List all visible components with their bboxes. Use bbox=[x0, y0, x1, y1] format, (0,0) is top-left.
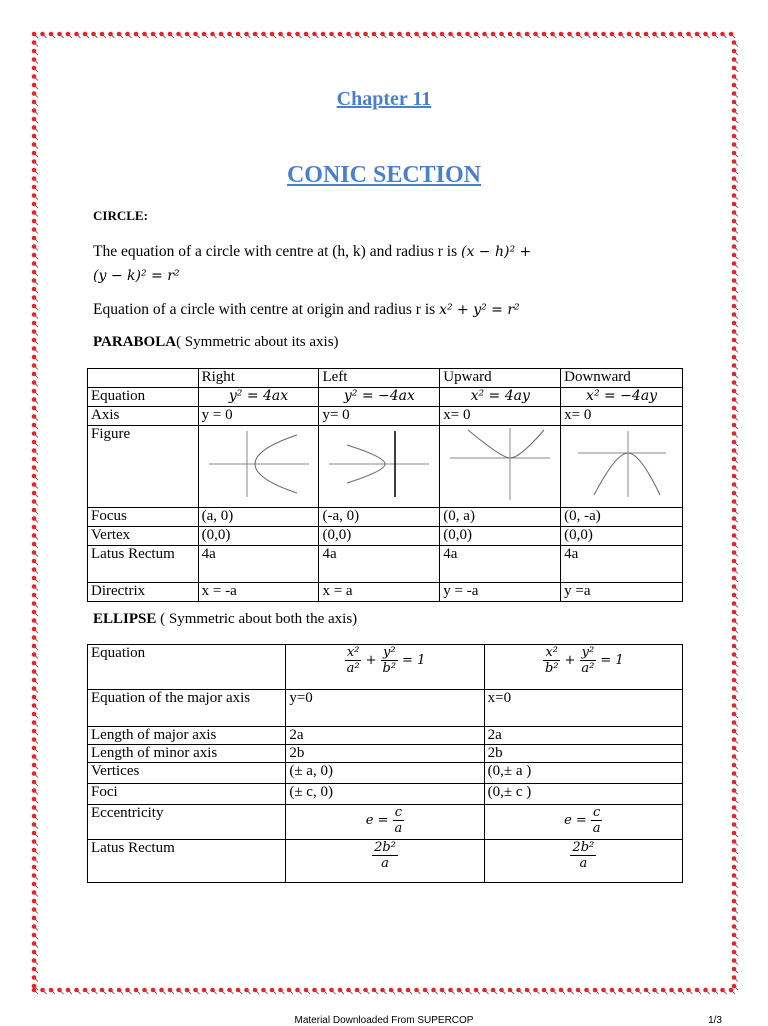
table-cell: y =a bbox=[561, 583, 683, 602]
denominator: a bbox=[579, 856, 588, 871]
parabola-left-figure bbox=[319, 426, 440, 508]
circle-line1-text: The equation of a circle with centre at (h, k) and radius r is bbox=[93, 243, 458, 260]
ellipse-heading-rest: ( Symmetric about both the axis) bbox=[156, 611, 358, 627]
page-number: 1/3 bbox=[708, 1015, 722, 1026]
table-cell: x= 0 bbox=[440, 407, 561, 426]
table-row bbox=[88, 690, 683, 727]
fraction bbox=[591, 805, 603, 836]
ellipse-heading-bold: ELLIPSE bbox=[93, 611, 157, 627]
table-cell: (-a, 0) bbox=[319, 508, 440, 527]
parabola-right-figure bbox=[198, 426, 319, 508]
parabola-table bbox=[87, 368, 683, 602]
table-cell: 2a bbox=[484, 727, 682, 745]
table-cell: (0,± c ) bbox=[484, 784, 682, 805]
circle-line1-math-b: (y − k)² = r² bbox=[93, 268, 180, 284]
section-title: CONIC SECTION bbox=[286, 162, 482, 188]
table-cell: (± c, 0) bbox=[286, 784, 484, 805]
parabola-heading-rest: ( Symmetric about its axis) bbox=[176, 334, 339, 350]
chapter-title: Chapter 11 bbox=[336, 88, 432, 110]
parabola-left-icon bbox=[329, 429, 429, 499]
table-cell: (a, 0) bbox=[198, 508, 319, 527]
row-label: Foci bbox=[88, 784, 286, 805]
row-label: Equation bbox=[88, 645, 286, 690]
parabola-heading-bold: PARABOLA bbox=[93, 334, 177, 350]
numerator: c bbox=[394, 805, 402, 820]
row-label: Length of minor axis bbox=[88, 745, 286, 763]
row-label: Equation bbox=[88, 388, 199, 407]
table-cell: (0,0) bbox=[198, 527, 319, 546]
parabola-header-row bbox=[88, 369, 683, 388]
parabola-col-header: Right bbox=[198, 369, 319, 388]
denominator: b² bbox=[544, 661, 559, 676]
row-label: Vertices bbox=[88, 763, 286, 784]
circle-equation-paragraph bbox=[93, 240, 531, 288]
row-label: Eccentricity bbox=[88, 805, 286, 840]
table-cell: y² = 4ax bbox=[198, 388, 319, 407]
circle-line2-text: Equation of a circle with centre at origin and radius r is bbox=[93, 301, 436, 318]
fraction bbox=[570, 840, 596, 871]
row-label: Latus Rectum bbox=[88, 546, 199, 583]
parabola-col-header bbox=[88, 369, 199, 388]
table-row bbox=[88, 727, 683, 745]
numerator: 2b² bbox=[374, 840, 396, 855]
denominator: a bbox=[394, 821, 403, 836]
ellipse-eq1-cell bbox=[286, 645, 484, 690]
table-cell: (0,0) bbox=[319, 527, 440, 546]
table-cell: y = 0 bbox=[198, 407, 319, 426]
equation-rhs: = 1 bbox=[600, 653, 624, 668]
latus-rectum-formula bbox=[289, 840, 480, 871]
footer-source: Material Downloaded From SUPERCOP bbox=[294, 1015, 474, 1026]
row-label: Equation of the major axis bbox=[88, 690, 286, 727]
table-cell: (0,0) bbox=[561, 527, 683, 546]
table-row bbox=[88, 508, 683, 527]
eccentricity-formula bbox=[488, 805, 679, 836]
table-cell: x= 0 bbox=[561, 407, 683, 426]
table-row bbox=[88, 763, 683, 784]
equation-lhs: e = bbox=[365, 813, 389, 828]
ellipse-eq1: $\frac{\text{x²}}{\text{a²}}$ + $\frac{\text{y²}}{\text{b²}}$ = 1 bbox=[346, 645, 426, 676]
fraction bbox=[579, 645, 596, 676]
table-row bbox=[88, 645, 683, 690]
row-label: Length of major axis bbox=[88, 727, 286, 745]
table-cell: (0, a) bbox=[440, 508, 561, 527]
table-cell: y= 0 bbox=[319, 407, 440, 426]
denominator: a² bbox=[346, 661, 360, 676]
table-cell: x = a bbox=[319, 583, 440, 602]
ellipse-ecc-cell-2 bbox=[484, 805, 682, 840]
denominator: a² bbox=[581, 661, 595, 676]
parabola-heading bbox=[93, 334, 339, 351]
numerator: x² bbox=[545, 645, 559, 660]
table-row bbox=[88, 407, 683, 426]
table-cell: y=0 bbox=[286, 690, 484, 727]
table-cell: y = -a bbox=[440, 583, 561, 602]
table-row bbox=[88, 426, 683, 508]
parabola-col-header: Downward bbox=[561, 369, 683, 388]
table-row bbox=[88, 784, 683, 805]
row-label: Axis bbox=[88, 407, 199, 426]
table-cell: x = -a bbox=[198, 583, 319, 602]
circle-origin-paragraph bbox=[93, 298, 520, 322]
fraction bbox=[392, 805, 404, 836]
equation-lhs: e = bbox=[564, 813, 587, 828]
circle-line2-math: x² + y² = r² bbox=[439, 302, 520, 318]
numerator: x² bbox=[346, 645, 360, 660]
numerator: y² bbox=[382, 645, 396, 660]
table-cell: x² = 4ay bbox=[440, 388, 561, 407]
ellipse-latus-cell-2 bbox=[484, 840, 682, 883]
parabola-up-icon bbox=[450, 426, 550, 502]
numerator: c bbox=[593, 805, 601, 820]
ellipse-latus-cell-1 bbox=[286, 840, 484, 883]
ellipse-ecc-cell-1 bbox=[286, 805, 484, 840]
denominator: b² bbox=[382, 661, 397, 676]
eccentricity-formula bbox=[289, 805, 480, 836]
circle-line1-math-a: (x − h)² + bbox=[460, 244, 532, 260]
table-cell: (0,0) bbox=[440, 527, 561, 546]
table-cell: x=0 bbox=[484, 690, 682, 727]
parabola-right-icon bbox=[209, 429, 309, 499]
table-row bbox=[88, 388, 683, 407]
table-cell: 4a bbox=[319, 546, 440, 583]
table-row bbox=[88, 805, 683, 840]
row-label: Directrix bbox=[88, 583, 199, 602]
table-cell: (0, -a) bbox=[561, 508, 683, 527]
table-cell: 2b bbox=[286, 745, 484, 763]
table-row bbox=[88, 546, 683, 583]
circle-heading: CIRCLE: bbox=[93, 208, 148, 223]
ellipse-heading bbox=[93, 611, 357, 628]
table-cell: 2b bbox=[484, 745, 682, 763]
table-cell: (± a, 0) bbox=[286, 763, 484, 784]
equation-rhs: = 1 bbox=[402, 653, 426, 668]
table-cell: (0,± a ) bbox=[484, 763, 682, 784]
parabola-col-header: Left bbox=[319, 369, 440, 388]
table-cell: y² = −4ax bbox=[319, 388, 440, 407]
row-label: Vertex bbox=[88, 527, 199, 546]
parabola-down-figure bbox=[561, 426, 683, 508]
row-label: Latus Rectum bbox=[88, 840, 286, 883]
row-label: Figure bbox=[88, 426, 199, 508]
fraction bbox=[345, 645, 362, 676]
parabola-col-header: Upward bbox=[440, 369, 561, 388]
table-row bbox=[88, 745, 683, 763]
table-cell: 2a bbox=[286, 727, 484, 745]
table-row bbox=[88, 527, 683, 546]
fraction bbox=[372, 840, 398, 871]
fraction bbox=[381, 645, 399, 676]
table-cell: 4a bbox=[440, 546, 561, 583]
table-cell: x² = −4ay bbox=[561, 388, 683, 407]
denominator: a bbox=[592, 821, 601, 836]
numerator: y² bbox=[581, 645, 595, 660]
table-cell: 4a bbox=[561, 546, 683, 583]
row-label: Focus bbox=[88, 508, 199, 527]
ellipse-eq2: $\frac{\text{x²}}{\text{b²}}$ + $\frac{\text{y²}}{\text{a²}}$ = 1 bbox=[544, 645, 624, 676]
table-row bbox=[88, 840, 683, 883]
table-cell: 4a bbox=[198, 546, 319, 583]
denominator: a bbox=[381, 856, 389, 871]
table-row bbox=[88, 583, 683, 602]
parabola-down-icon bbox=[572, 429, 672, 499]
numerator: 2b² bbox=[572, 840, 595, 855]
fraction bbox=[543, 645, 561, 676]
ellipse-eq2-cell bbox=[484, 645, 682, 690]
latus-rectum-formula bbox=[488, 840, 679, 871]
parabola-up-figure bbox=[440, 426, 561, 508]
ellipse-table bbox=[87, 644, 683, 883]
